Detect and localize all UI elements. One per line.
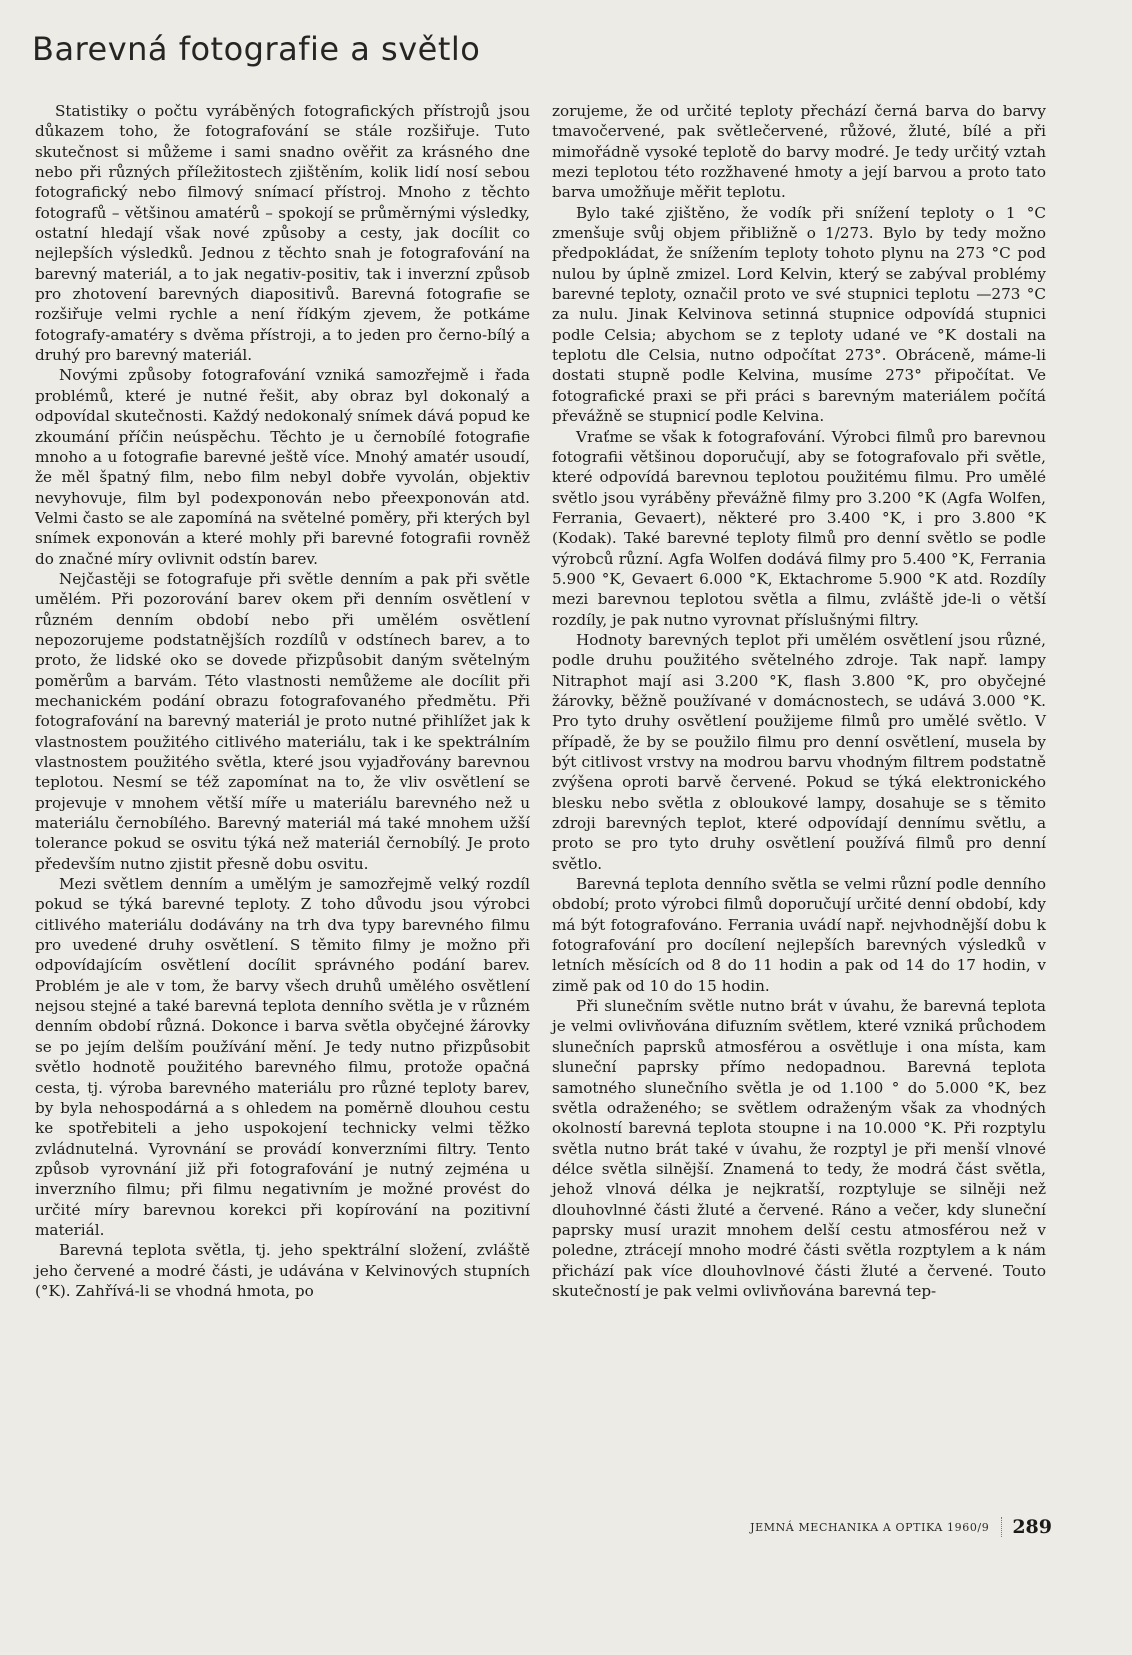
article-title: Barevná fotografie a světlo: [32, 30, 481, 68]
paragraph: Nejčastěji se fotografuje při světle denním a pak při světle umělém. Při pozorování barev okem při denním osvětlení v různém denním období nebo při umělém osvětlení nepozorujeme podstatnějších rozdílů v odstínech barev, a to proto, že lidské oko se dovede přizpůsobit daným světelným poměrům a barvám. Této vlastnosti nemůžeme ale docílit při mechanickém podání obrazu fotografovaného předmětu. Při fotografování na barevný materiál je proto nutné přihlížet jak k vlastnostem použitého citlivého materiálu, tak i ke spektrálním vlastnostem použitého světla, které jsou vyjadřovány barevnou teplotou. Nesmí se též zapomínat na to, že vliv osvětlení se projevuje v mnohem větší míře u materiálu barevného než u materiálu černobílého. Barevný materiál má také mnohem užší tolerance pokud se osvitu týká než materiál černobílý. Je proto především nutno zjistit přesně dobu osvitu.: [35, 569, 530, 873]
paragraph: Novými způsoby fotografování vzniká samozřejmě i řada problémů, které je nutné řešit, aby obraz byl dokonalý a odpovídal skutečnosti. Každý nedokonalý snímek dává popud ke zkoumání příčin neúspěchu. Těchto je u černobílé fotografie mnoho a u fotografie barevné ještě více. Mnohý amatér usoudí, že měl špatný film, nebo film nebyl dobře vyvolán, objektiv nevyhovuje, film byl podexponován nebo přeexponován atd. Velmi často se ale zapomíná na světelné poměry, při kterých byl snímek exponován a které mohly při barevné fotografii rovněž do značné míry ovlivnit odstín barev.: [35, 366, 530, 568]
paragraph: Mezi světlem denním a umělým je samozřejmě velký rozdíl pokud se týká barevné teploty. Z toho důvodu jsou výrobci citlivého materiálu dodávány na trh dva typy barevného filmu pro uvedené druhy osvětlení. S těmito filmy je možno při odpovídajícím osvětlení docílit správného podání barev. Problém je ale v tom, že barvy všech druhů umělého osvětlení nejsou stejné a také barevná teplota denního světla je v různém denním období různá. Dokonce i barva světla obyčejné žárovky se po jejím delším používání mění. Je tedy nutno přizpůsobit světlo hodnotě použitého barevného filmu, protože opačná cesta, tj. výroba barevného materiálu pro různé teploty barev, by byla nehospodárná a s ohledem na poměrně dlouhou cestu ke spotřebiteli a jeho uspokojení technicky velmi těžko zvládnutelná. Vyrovnání se provádí konverzními filtry. Tento způsob vyrovnání již při fotografování je nutný zejména u inverzního filmu; při filmu negativním je možné provést do určité míry barevnou korekci při kopírování na pozitivní materiál.: [35, 875, 530, 1239]
paragraph: Bylo také zjištěno, že vodík při snížení teploty o 1 °C zmenšuje svůj objem přibližně o 1/273. Bylo by tedy možno předpokládat, že snížením teploty tohoto plynu na 273 °C pod nulou by úplně zmizel. Lord Kelvin, který se zabýval problémy barevné teploty, označil proto ve své stupnici teplotu —273 °C za nulu. Jinak Kelvinova setinná stupnice odpovídá stupnici podle Celsia; abychom se z teploty udané ve °K dostali na teplotu dle Celsia, nutno odpočítat 273°. Obráceně, máme-li dostati stupně podle Kelvina, musíme 273° připočítat. Ve fotografické praxi se při práci s barevným materiálem počítá převážně se stupnicí podle Kelvina.: [552, 203, 1046, 426]
paragraph: Statistiky o počtu vyráběných fotografických přístrojů jsou důkazem toho, že fotografování se stále rozšiřuje. Tuto skutečnost si můžeme i sami snadno ověřit za krásného dne nebo při různých příležitostech zjištěním, kolik lidí nosí sebou fotografický nebo filmový snímací přístroj. Mnoho z těchto fotografů – většinou amatérů – spokojí se průměrnými výsledky, ostatní hledají však nové způsoby a cesty, jak docílit co nejlepších výsledků. Jednou z těchto snah je fotografování na barevný materiál, a to jak negativ-positiv, tak i inverzní způsob pro zhotovení barevných diapositivů. Barevná fotografie se rozšiřuje velmi rychle a není řídkým zjevem, že potkáme fotografy-amatéry s dvěma přístroji, a to jeden pro černo-bílý a druhý pro barevný materiál.: [35, 102, 530, 365]
footer-divider: [1001, 1517, 1002, 1537]
page-number: 289: [1012, 1516, 1052, 1538]
right-column: [552, 101, 1046, 1301]
paragraph: Barevná teplota denního světla se velmi různí podle denního období; proto výrobci filmů doporučují určité denní období, kdy má být fotografováno. Ferrania uvádí např. nejvhodnější dobu k fotografování pro docílení nejlepších barevných výsledků v letních měsících od 8 do 11 hodin a pak od 14 do 17 hodin, v zimě pak od 10 do 15 hodin.: [552, 875, 1046, 995]
paragraph: Vraťme se však k fotografování. Výrobci filmů pro barevnou fotografii většinou doporučují, aby se fotografovalo při světle, které odpovídá barevnou teplotou použitému filmu. Pro umělé světlo jsou vyráběny převážně filmy pro 3.200 °K (Agfa Wolfen, Ferrania, Gevaert), některé pro 3.400 °K, i pro 3.800 °K (Kodak). Také barevné teploty filmů pro denní světlo se podle výrobců různí. Agfa Wolfen dodává filmy pro 5.400 °K, Ferrania 5.900 °K, Gevaert 6.000 °K, Ektachrome 5.900 °K atd. Rozdíly mezi barevnou teplotou světla a filmu, zvláště jde-li o větší rozdíly, je pak nutno vyrovnat příslušnými filtry.: [552, 427, 1046, 629]
paragraph: zorujeme, že od určité teploty přechází černá barva do barvy tmavočervené, pak světlečervené, růžové, žluté, bílé a při mimořádně vysoké teplotě do barvy modré. Je tedy určitý vztah mezi teplotou této rozžhavené hmoty a její barvou a proto tato barva umožňuje měřit teplotu.: [552, 102, 1046, 202]
page-footer: [750, 1516, 1052, 1538]
journal-name: JEMNÁ MECHANIKA A OPTIKA 1960/9: [750, 1520, 990, 1534]
paragraph: Hodnoty barevných teplot při umělém osvětlení jsou různé, podle druhu použitého světelného zdroje. Tak např. lampy Nitraphot mají asi 3.200 °K, flash 3.800 °K, pro obyčejné žárovky, běžně používané v domácnostech, se udává 3.000 °K. Pro tyto druhy osvětlení použijeme filmů pro umělé světlo. V případě, že by se použilo filmu pro denní osvětlení, musela by být citlivost vrstvy na modrou barvu vhodným filtrem podstatně zvýšena oproti barvě červené. Pokud se týká elektronického blesku nebo světla z obloukové lampy, dosahuje se s těmito zdroji barevných teplot, které odpovídají dennímu světlu, a proto se pro tyto druhy osvětlení používá filmů pro denní světlo.: [552, 630, 1046, 873]
left-column: [35, 101, 530, 1301]
paragraph: Barevná teplota světla, tj. jeho spektrální složení, zvláště jeho červené a modré části, je udávána v Kelvinových stupních (°K). Zahřívá-li se vhodná hmota, po: [35, 1241, 530, 1300]
paragraph: Při slunečním světle nutno brát v úvahu, že barevná teplota je velmi ovlivňována difuzním světlem, které vzniká průchodem slunečních paprsků atmosférou a osvětluje i ona místa, kam sluneční paprsky přímo nedopadnou. Barevná teplota samotného slunečního světla je od 1.100 ° do 5.000 °K, bez světla odraženého; se světlem odraženým však za vhodných okolností barevná teplota stoupne i na 10.000 °K. Při rozptylu světla nutno brát také v úvahu, že rozptyl je při menší vlnové délce světla silnější. Znamená to tedy, že modrá část světla, jehož vlnová délka je nejkratší, rozptyluje se silněji než dlouhovlnné části žluté a červené. Ráno a večer, kdy sluneční paprsky musí urazit mnohem delší cestu atmosférou než v poledne, ztrácejí mnoho modré části světla rozptylem a k nám přichází pak více dlouhovlnové části žluté a červené. Touto skutečností je pak velmi ovlivňována barevná tep-: [552, 997, 1046, 1300]
